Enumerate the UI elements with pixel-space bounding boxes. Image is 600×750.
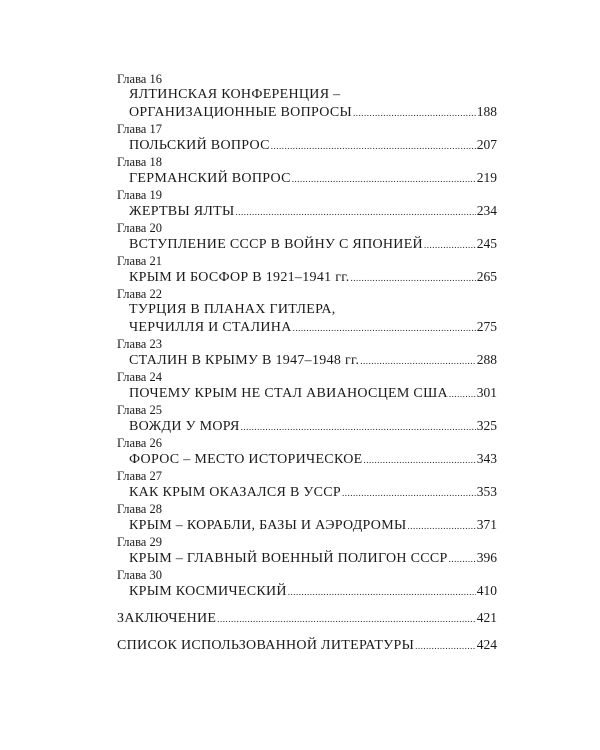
dot-leader [424, 237, 476, 254]
page-number: 410 [476, 583, 497, 598]
toc-entry-chapter-20[interactable] [117, 221, 497, 254]
toc-entry-chapter-17[interactable] [117, 122, 497, 155]
dot-leader [351, 270, 476, 287]
chapter-label: Глава 16 [117, 72, 162, 86]
entry-title-line [117, 86, 497, 103]
chapter-label: Глава 24 [117, 370, 162, 384]
page-number: 371 [476, 517, 497, 532]
entry-title: ПОЛЬСКИЙ ВОПРОС [129, 138, 270, 153]
dot-leader [293, 320, 476, 337]
toc-entry-chapter-28[interactable] [117, 502, 497, 535]
chapter-label: Глава 17 [117, 122, 162, 136]
entry-title-line [117, 450, 497, 469]
entry-title: КРЫМ КОСМИЧЕСКИЙ [129, 584, 287, 599]
spacer [117, 628, 497, 636]
page-number: 421 [476, 610, 497, 625]
entry-title-line [117, 582, 497, 601]
entry-title: ВОЖДИ У МОРЯ [129, 419, 240, 434]
dot-leader [415, 638, 476, 655]
table-of-contents [117, 72, 497, 655]
page-number: 288 [476, 352, 497, 367]
chapter-label: Глава 20 [117, 221, 162, 235]
entry-title: ЧЕРЧИЛЛЯ И СТАЛИНА [129, 320, 292, 335]
entry-title-line [117, 417, 497, 436]
dot-leader [217, 611, 476, 628]
entry-title: КРЫМ – ГЛАВНЫЙ ВОЕННЫЙ ПОЛИГОН СССР [129, 551, 448, 566]
chapter-label: Глава 30 [117, 568, 162, 582]
dot-leader [236, 204, 476, 221]
entry-title-line [117, 318, 497, 337]
entry-title-line [117, 169, 497, 188]
toc-entry-chapter-30[interactable] [117, 568, 497, 601]
entry-title: КРЫМ И БОСФОР В 1921–1941 гг. [129, 270, 350, 285]
entry-title: ПОЧЕМУ КРЫМ НЕ СТАЛ АВИАНОСЦЕМ США [129, 386, 448, 401]
dot-leader [292, 171, 476, 188]
entry-title: ОРГАНИЗАЦИОННЫЕ ВОПРОСЫ [129, 105, 352, 120]
page-number: 207 [476, 137, 497, 152]
entry-title: ЗАКЛЮЧЕНИЕ [117, 611, 217, 626]
toc-entry-chapter-22[interactable] [117, 287, 497, 337]
entry-title-line [117, 301, 497, 318]
spacer [117, 601, 497, 609]
chapter-label: Глава 26 [117, 436, 162, 450]
chapter-label: Глава 22 [117, 287, 162, 301]
page-number: 353 [476, 484, 497, 499]
page-number: 424 [476, 637, 497, 652]
entry-title-line [117, 516, 497, 535]
entry-title-line [117, 384, 497, 403]
entry-title-line [117, 202, 497, 221]
chapter-label: Глава 27 [117, 469, 162, 483]
entry-title: СПИСОК ИСПОЛЬЗОВАННОЙ ЛИТЕРАТУРЫ [117, 638, 415, 653]
chapter-label: Глава 23 [117, 337, 162, 351]
dot-leader [449, 551, 476, 568]
toc-entry-chapter-23[interactable] [117, 337, 497, 370]
entry-title: КАК КРЫМ ОКАЗАЛСЯ В УССР [129, 485, 341, 500]
entry-title-line [117, 609, 497, 628]
toc-entry-chapter-29[interactable] [117, 535, 497, 568]
entry-title-line [117, 549, 497, 568]
entry-title-line [117, 136, 497, 155]
entry-title: СТАЛИН В КРЫМУ В 1947–1948 гг. [129, 353, 360, 368]
chapter-label: Глава 21 [117, 254, 162, 268]
entry-title: ЯЛТИНСКАЯ КОНФЕРЕНЦИЯ – [129, 87, 341, 102]
dot-leader [241, 419, 476, 436]
page-number: 188 [476, 104, 497, 119]
toc-entry-chapter-26[interactable] [117, 436, 497, 469]
entry-title: КРЫМ – КОРАБЛИ, БАЗЫ И АЭРОДРОМЫ [129, 518, 407, 533]
entry-title-line [117, 235, 497, 254]
toc-entry-chapter-21[interactable] [117, 254, 497, 287]
chapter-label: Глава 19 [117, 188, 162, 202]
page-number: 301 [476, 385, 497, 400]
toc-entry-conclusion[interactable] [117, 609, 497, 628]
entry-title: ГЕРМАНСКИЙ ВОПРОС [129, 171, 291, 186]
toc-entry-chapter-24[interactable] [117, 370, 497, 403]
chapter-label: Глава 28 [117, 502, 162, 516]
dot-leader [449, 386, 476, 403]
page-number: 275 [476, 319, 497, 334]
toc-entry-bibliography[interactable] [117, 636, 497, 655]
toc-entry-chapter-27[interactable] [117, 469, 497, 502]
entry-title: ФОРОС – МЕСТО ИСТОРИЧЕСКОЕ [129, 452, 363, 467]
chapter-label: Глава 29 [117, 535, 162, 549]
entry-title-line [117, 268, 497, 287]
page-number: 396 [476, 550, 497, 565]
entry-title-line [117, 636, 497, 655]
toc-entry-chapter-25[interactable] [117, 403, 497, 436]
dot-leader [364, 452, 476, 469]
page-number: 234 [476, 203, 497, 218]
page-number: 265 [476, 269, 497, 284]
toc-entry-chapter-16[interactable] [117, 72, 497, 122]
dot-leader [271, 138, 476, 155]
page-number: 343 [476, 451, 497, 466]
entry-title: ВСТУПЛЕНИЕ СССР В ВОЙНУ С ЯПОНИЕЙ [129, 237, 423, 252]
entry-title-line [117, 103, 497, 122]
page-number: 219 [476, 170, 497, 185]
dot-leader [288, 584, 476, 601]
dot-leader [353, 105, 476, 122]
page-number: 325 [476, 418, 497, 433]
entry-title-line [117, 483, 497, 502]
entry-title-line [117, 351, 497, 370]
page-number: 245 [476, 236, 497, 251]
entry-title: ТУРЦИЯ В ПЛАНАХ ГИТЛЕРА, [129, 302, 336, 317]
chapter-label: Глава 25 [117, 403, 162, 417]
chapter-label: Глава 18 [117, 155, 162, 169]
dot-leader [342, 485, 476, 502]
dot-leader [407, 518, 475, 535]
toc-entry-chapter-19[interactable] [117, 188, 497, 221]
entry-title: ЖЕРТВЫ ЯЛТЫ [129, 204, 235, 219]
dot-leader [360, 353, 475, 370]
toc-entry-chapter-18[interactable] [117, 155, 497, 188]
